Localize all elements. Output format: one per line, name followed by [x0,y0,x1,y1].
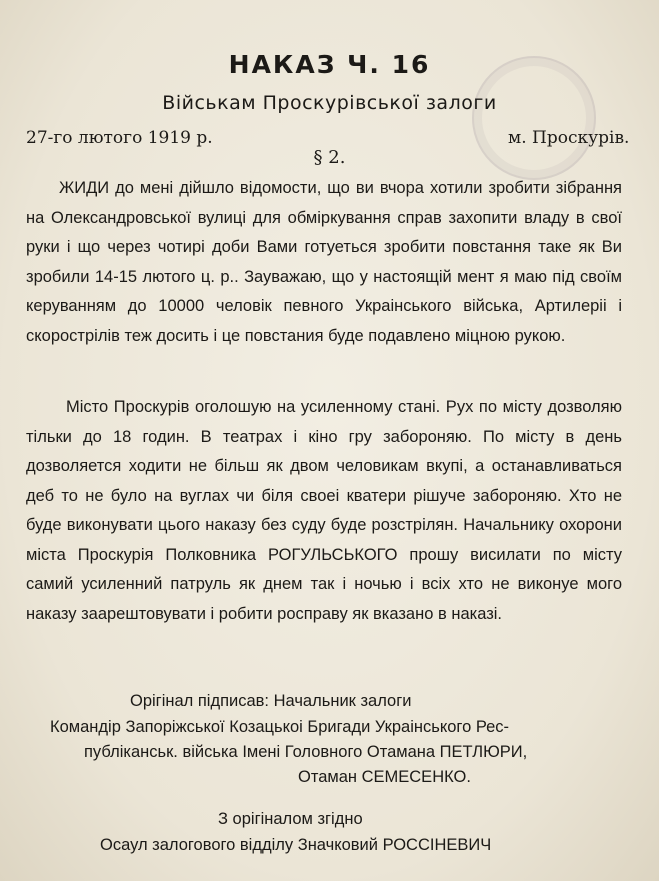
signature-line-4: Отаман СЕМЕСЕНКО. [298,768,471,786]
certification-line-2: Осаул залогового відділу Значковий РОССІНЕВИЧ [100,836,492,854]
order-title: НАКАЗ Ч. 16 [228,50,431,79]
paragraph-2: Місто Проскурів оголошую на усиленному стані. Рух по місту дозволяю тільки до 18 годин. В театрах і кіно гру забороняю. По місту в день дозволяется ходити не більш як двом человикам вкупі, а останавливаться деб то не було на вуглах чи біля своеі кватери рішуче забороняю. Хто не буде виконувати цього наказу без суду буде розстрілян. Начальнику охорони міста Проскурія Полковника РОГУЛЬСЬКОГО прошу висилати по місту самий усиленний патруль як днем так і ночью і всіх хто не виконуе мого наказу заарештовувати і робити росправу як вказано в наказі. [26,398,622,623]
order-date: 27-го лютого 1919 р. [26,128,213,148]
signature-line-2: Командір Запоріжської Козацькоі Бригади Украінського Рес- [50,718,510,736]
signature-line-1: Орігінал підписав: Начальник залоги [130,692,412,710]
signature-line-3: публіканськ. війська Імені Головного Отамана ПЕТЛЮРИ, [84,743,528,761]
paragraph-1: ЖИДИ до мені дійшло відомости, що ви вчора хотили зробити зібрання на Олександровської вулиці для обміркування справ захопити владу в свої руки і що через чотирі доби Вами готуеться зробити повстання таке як Ви зробили 14-15 лютого ц. р.. Зауважаю, що у настоящій мент я маю під своїм керуванням до 10000 человік певного Украінського війська, Артилеріі і скорострілів теж досить і це повстания буде подавлено міцною рукою. [26,179,622,345]
order-subtitle: Військам Проскурівської залоги [162,92,497,114]
certification-line-1: З орігіналом згідно [218,810,363,828]
section-number: § 2. [313,147,346,168]
order-place: м. Проскурів. [508,128,630,148]
